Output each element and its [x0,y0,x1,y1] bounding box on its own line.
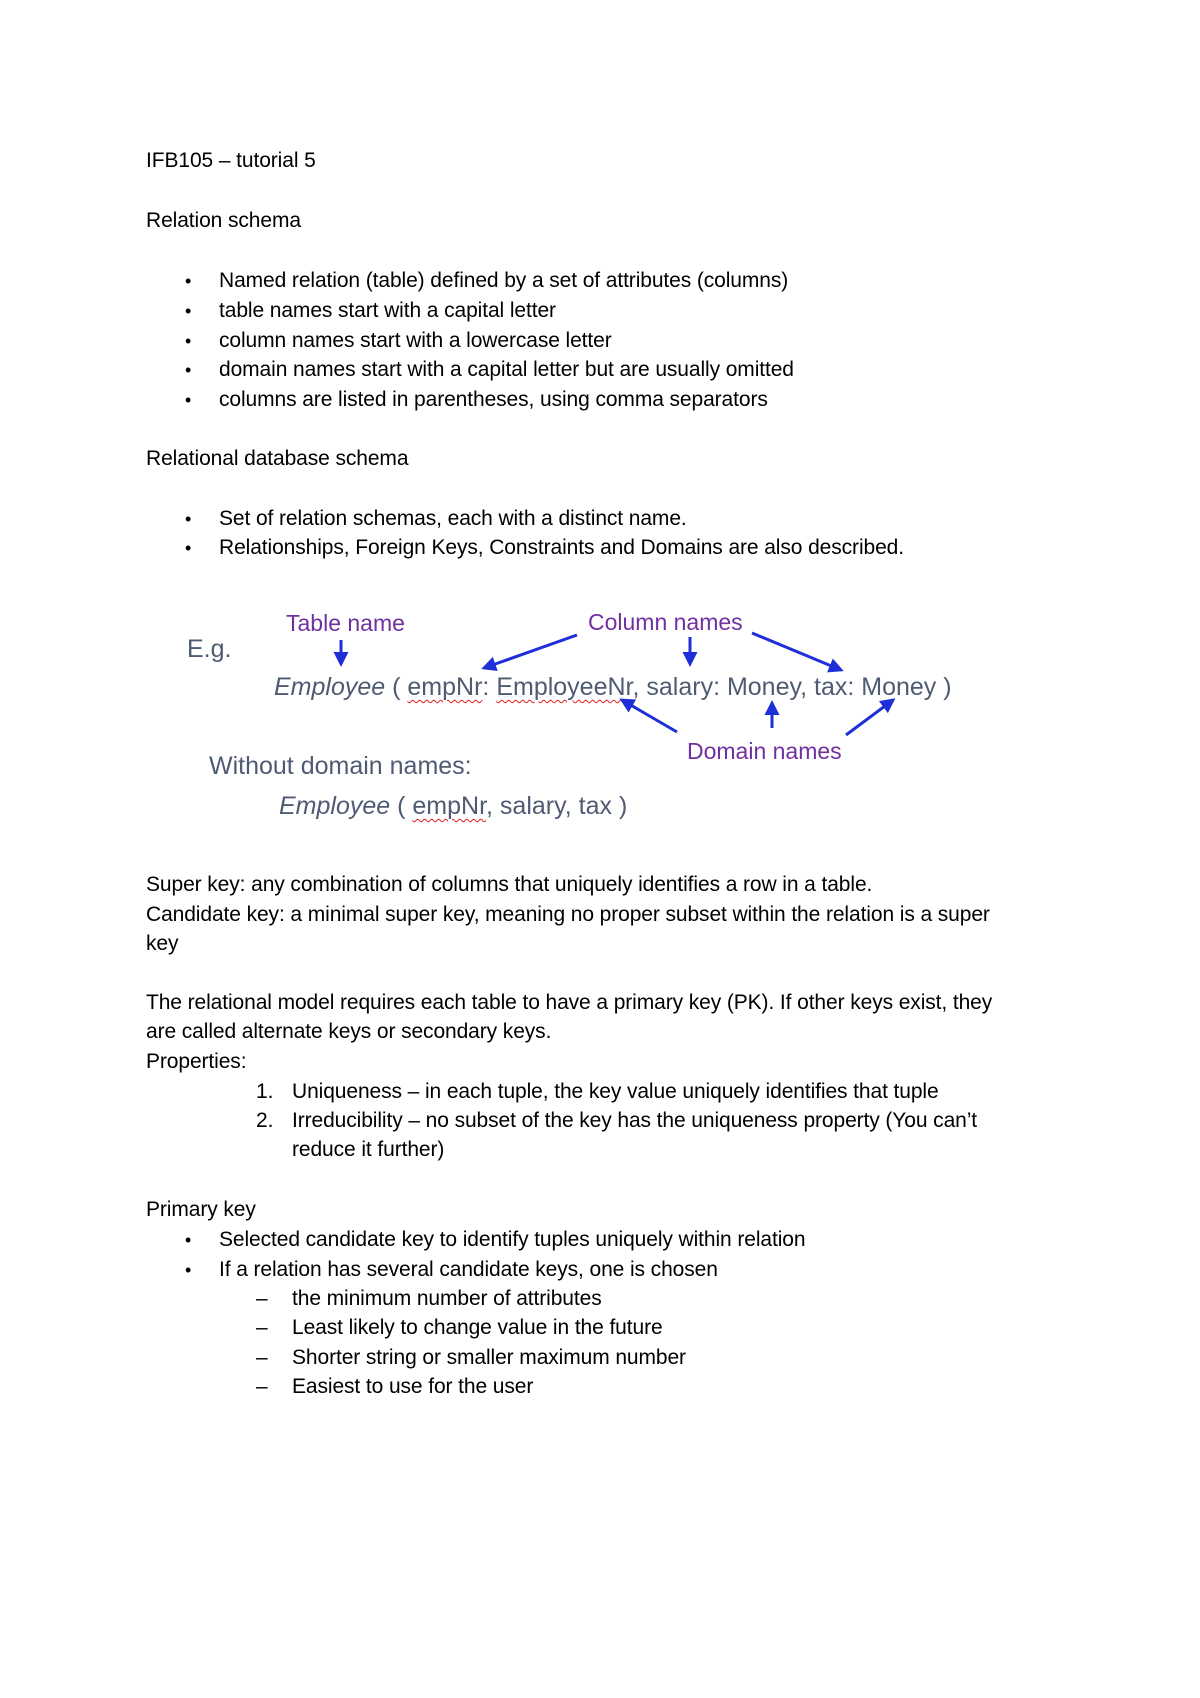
table-name-text: Employee [279,792,391,820]
list-item: If a relation has several candidate keys, one is chosen [219,1258,718,1281]
arrow-domain-name-1 [622,700,677,732]
dash-icon: – [256,1375,268,1398]
dash-icon: – [256,1287,268,1310]
table-name-text: Employee [274,673,386,701]
bullet-icon: • [185,1230,192,1250]
list-item: Set of relation schemas, each with a distinct name. [219,507,687,530]
list-item: Named relation (table) defined by a set of attributes (columns) [219,269,789,292]
bullet-icon: • [185,360,192,380]
dash-icon: – [256,1346,268,1369]
bullet-icon: • [185,538,192,558]
separator: : [482,673,497,701]
list-item: Selected candidate key to identify tuples uniquely within relation [219,1228,806,1251]
paragraph-primary-key-line2: are called alternate keys or secondary keys. [146,1020,552,1043]
bullet-icon: • [185,331,192,351]
dash-icon: – [256,1316,268,1339]
arrow-domain-name-3 [846,700,893,735]
paragraph-super-key: Super key: any combination of columns that uniquely identifies a row in a table. [146,873,873,896]
list-number: 1. [256,1080,274,1103]
list-item-continuation: reduce it further) [292,1138,445,1161]
bullet-icon: • [185,390,192,410]
arrow-column-name-3 [752,633,841,670]
label-table-name: Table name [286,610,405,636]
column-name-text: empNr [407,673,483,701]
sub-list-item: Shorter string or smaller maximum number [292,1346,686,1369]
list-item: Relationships, Foreign Keys, Constraints and Domains are also described. [219,536,904,559]
paragraph-candidate-key-line2: key [146,932,179,955]
schema-rest: , salary: Money, tax: Money ) [632,673,952,701]
document-title: IFB105 – tutorial 5 [146,149,316,172]
section-heading-relational-database-schema: Relational database schema [146,447,409,470]
bullet-icon: • [185,301,192,321]
list-item: Uniqueness – in each tuple, the key value uniquely identifies that tuple [292,1080,939,1103]
list-item: Irreducibility – no subset of the key has the uniqueness property (You can’t [292,1109,978,1132]
bullet-icon: • [185,509,192,529]
example-label: E.g. [187,635,232,663]
list-item: column names start with a lowercase letter [219,329,612,352]
properties-heading: Properties: [146,1050,247,1073]
section-heading-primary-key: Primary key [146,1198,256,1221]
open-paren: ( [385,673,408,701]
sub-list-item: the minimum number of attributes [292,1287,602,1310]
schema-rest: , salary, tax ) [486,792,628,820]
without-domain-label: Without domain names: [209,752,472,780]
paragraph-primary-key-line1: The relational model requires each table to have a primary key (PK). If other keys exist, they [146,991,993,1014]
list-item: columns are listed in parentheses, using comma separators [219,388,768,411]
list-number: 2. [256,1109,274,1132]
column-name-text: empNr [412,792,487,820]
section-heading-relation-schema: Relation schema [146,209,301,232]
sub-list-item: Least likely to change value in the future [292,1316,663,1339]
bullet-icon: • [185,1260,192,1280]
bullet-icon: • [185,271,192,291]
domain-name-text: EmployeeNr [496,673,633,701]
list-item: domain names start with a capital letter but are usually omitted [219,358,794,381]
label-domain-names: Domain names [687,738,842,764]
label-column-names: Column names [588,609,743,635]
paragraph-candidate-key-line1: Candidate key: a minimal super key, meaning no proper subset within the relation is a super [146,903,990,926]
sub-list-item: Easiest to use for the user [292,1375,534,1398]
arrow-column-name-1 [484,635,577,668]
open-paren: ( [390,792,413,820]
list-item: table names start with a capital letter [219,299,556,322]
